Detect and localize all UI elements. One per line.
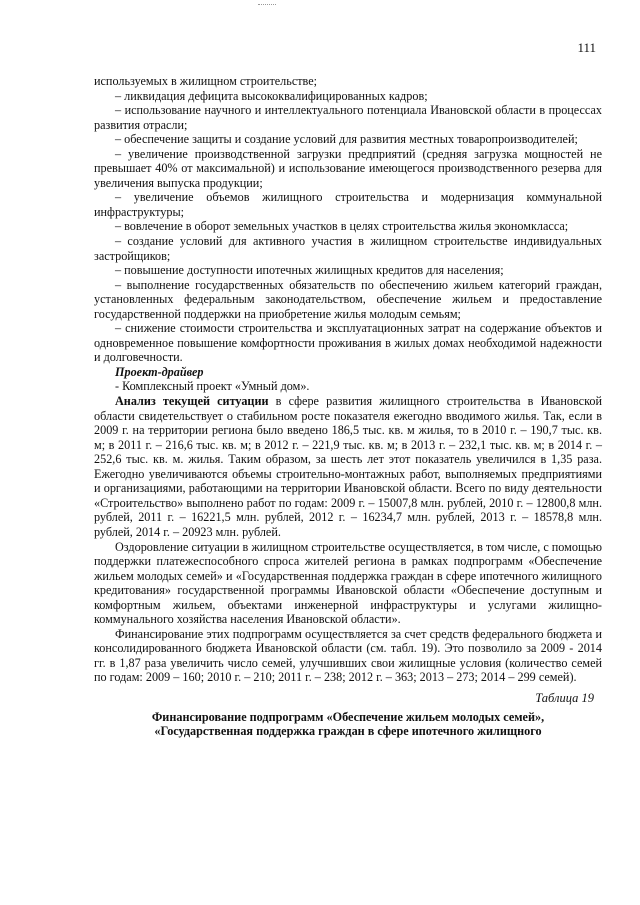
financing-paragraph: Финансирование этих подпрограмм осуществляется за счет средств федерального бюджета и консолидированного бюджета Ивановской области (см. табл. 19). Это позволило за 2009 - 2014 гг. в 1,87 раза увеличить число семей, улучшивших свои жилищные условия (количество семей по годам: 2009 – 160; 2010 г. – 210; 2011 г. – 238; 2012 г. – 363; 2013 – 273; 2014 – 299 семей). [94,626,602,685]
table-caption: Таблица 19 [535,690,594,705]
list-item: – увеличение производственной загрузки предприятий (средняя загрузка мощностей не превышает 40% от максимальной) и использование имеющегося производственного резерва для увеличения выпуска продукции; [94,146,602,190]
project-item: - Комплексный проект «Умный дом». [115,379,310,394]
page-number: 111 [577,40,596,55]
list-item: – ликвидация дефицита высококвалифицированных кадров; [115,88,428,103]
table-title-line-1: Финансирование подпрограмм «Обеспечение жильем молодых семей», [151,709,545,724]
analysis-text: в сфере развития жилищного строительства в Ивановской области свидетельствует о стабильном росте показателя ежегодно вводимого жилья. Так, если в 2009 г. на территории региона было введено 186,5 тыс. кв. м жилья, то в 2010 г. – 190,7 тыс. кв. м; в 2011 г. – 216,6 тыс. кв. м; в 2012 г. – 221,9 тыс. кв. м; в 2013 г. – 232,1 тыс. кв. м; в 2014 г. – 252,6 тыс. кв. м. жилья. Таким образом, за шесть лет этот показатель увеличился в 1,35 раза. Ежегодно увеличиваются объемы строительно-монтажных работ, выполняемых предприятиями и организациями, работающими на территории Ивановской области. Всего по виду деятельности «Строительство» выполнено работ по годам: 2009 г. – 15007,8 млн. рублей, 2010 г. – 12800,8 млн. рублей, 2011 г. – 16221,5 млн. рублей, 2012 г. – 16234,7 млн. рублей, 2013 г. – 18578,8 млн. рублей, 2014 г. – 20923 млн. рублей. [94,394,602,539]
list-item: – вовлечение в оборот земельных участков в целях строительства жилья экономкласса; [115,219,569,234]
analysis-paragraph [94,394,602,539]
document-body [94,74,602,739]
list-item: – использование научного и интеллектуального потенциала Ивановской области в процессах развития отрасли; [94,103,602,132]
list-item: – выполнение государственных обязательств по обеспечению жильем категорий граждан, установленных федеральным законодательством, обеспечение жильем и предоставление государственной поддержки на приобретение жилья молодым семьям; [94,277,602,321]
list-item: – снижение стоимости строительства и эксплуатационных затрат на содержание объектов и одновременное повышение комфортности проживания в жилых домах необходимой надежности и долговечности. [94,321,602,365]
table-title-line-2: «Государственная поддержка граждан в сфере ипотечного жилищного [154,724,542,739]
list-item: – повышение доступности ипотечных жилищных кредитов для населения; [115,263,504,278]
paragraph-continuation: используемых в жилищном строительстве; [94,74,318,88]
list-item: – обеспечение защиты и создание условий для развития местных товаропроизводителей; [115,132,578,147]
list-item: – создание условий для активного участия в жилищном строительстве индивидуальных застройщиков; [94,234,602,263]
list-item: – увеличение объемов жилищного строительства и модернизация коммунальной инфраструктуры; [94,190,602,219]
analysis-lead: Анализ текущей ситуации [115,394,269,409]
recovery-paragraph: Оздоровление ситуации в жилищном строительстве осуществляется, в том числе, с помощью поддержки платежеспособного спроса жителей региона в рамках подпрограмм «Обеспечение жильем молодых семей» и «Государственная поддержка граждан в сфере ипотечного жилищного кредитования» государственной программы Ивановской области «Обеспечение доступным и комфортным жильем, объектами инженерной инфраструктуры и услугами жилищно-коммунального хозяйства населения Ивановской области». [94,539,603,627]
scan-artifact [258,4,276,8]
project-heading: Проект-драйвер [115,364,204,379]
